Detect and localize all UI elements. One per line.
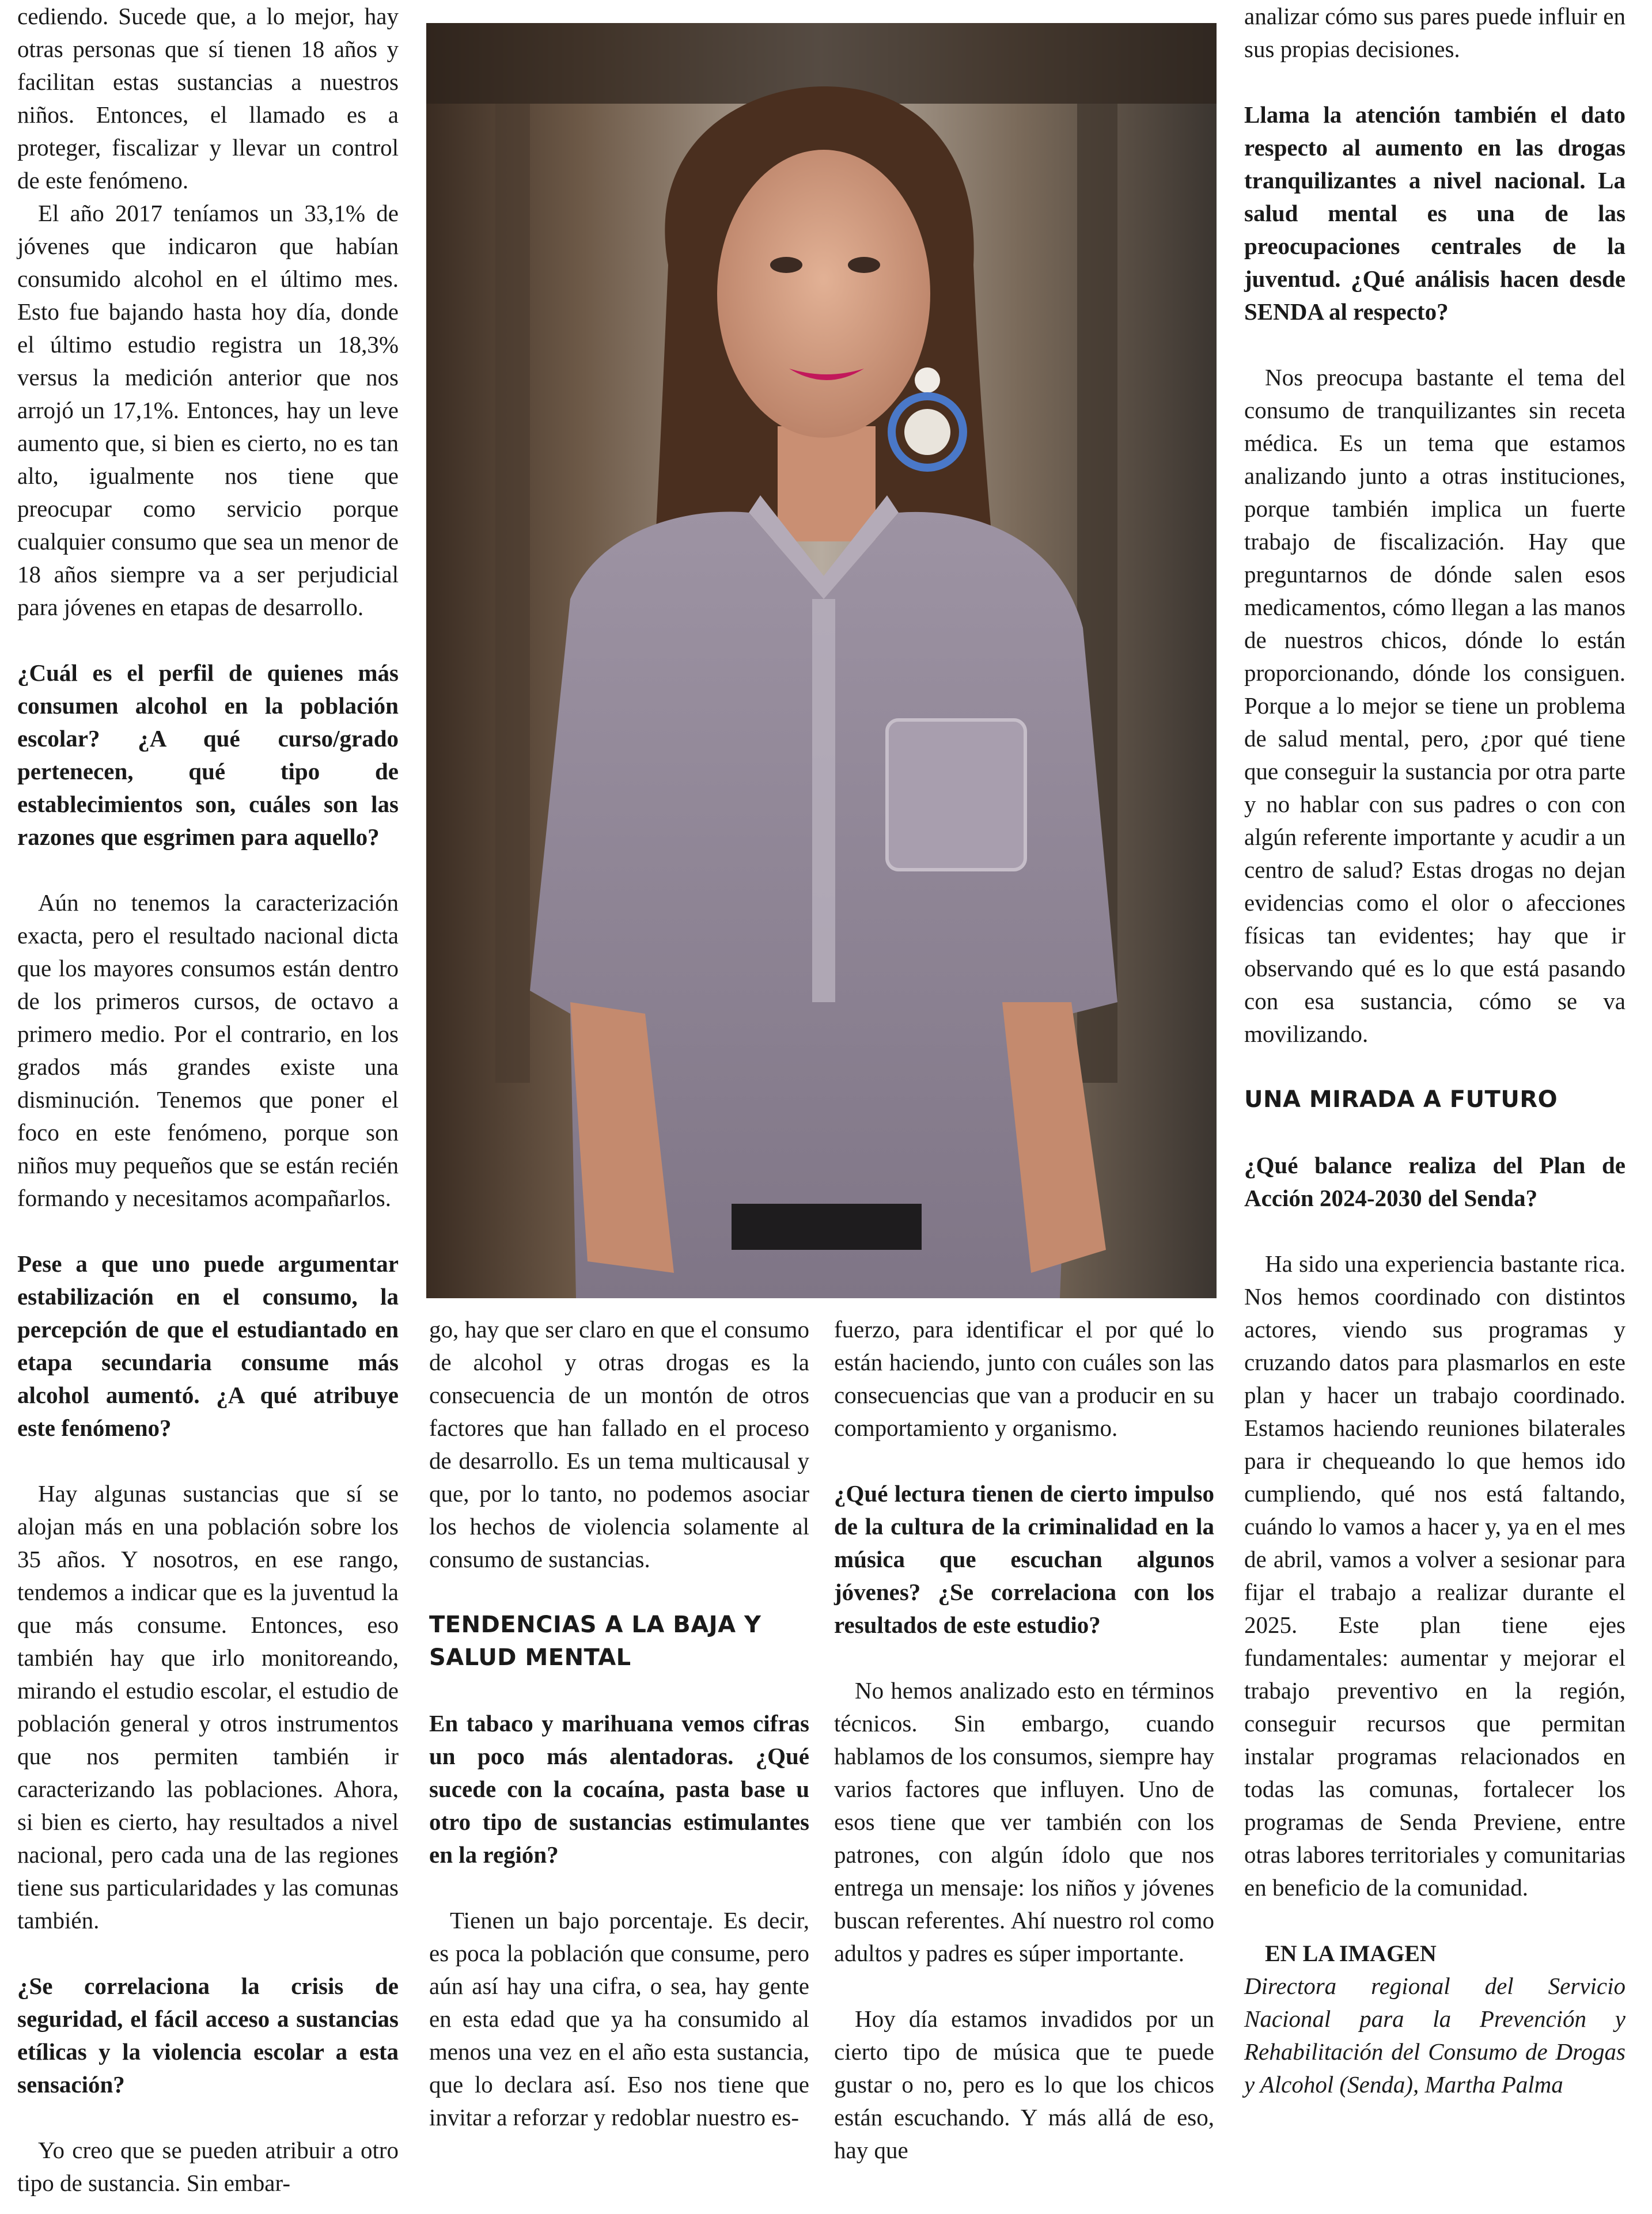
interview-question: En tabaco y marihuana vemos cifras un poco más alentadoras. ¿Qué sucede con la cocaína, pasta base u otro tipo de sustancias estimulantes en la región? bbox=[429, 1710, 809, 1868]
article-column-4 bbox=[1244, 0, 1626, 2101]
paragraph: El año 2017 teníamos un 33,1% de jóvenes que indicaron que habían consumido alcohol en el último mes. Esto fue bajando hasta hoy día, donde el último estudio registra un 18,3% versus la medición anterior que nos arrojó un 17,1%. Entonces, hay un leve aumento que, si bien es cierto, no es tan alto, igualmente nos tiene que preocupar como servicio porque cualquier consumo que sea un menor de 18 años siempre va a ser perjudicial para jóvenes en etapas de desarrollo. bbox=[17, 200, 399, 620]
photo-caption-text: Directora regional del Servicio Nacional para la Prevención y Rehabilitación del Consumo de Drogas y Alcohol (Senda), Martha Palma bbox=[1244, 1973, 1626, 2098]
section-heading: TENDENCIAS A LA BAJA Y SALUD MENTAL bbox=[429, 1612, 761, 1671]
paragraph: Ha sido una experiencia bastante rica. Nos hemos coordinado con distintos actores, viendo sus programas y cruzando datos para plasmarlos en este plan y hacer un trabajo coordinado. Estamos haciendo reuniones bilaterales para ir chequeando lo que hemos ido cumpliendo, qué nos está faltando, cuándo lo vamos a hacer y, ya en el mes de abril, vamos a volver a sesionar para fijar el trabajo a realizar durante el 2025. Este plan tiene ejes fundamentales: aumentar y mejorar el trabajo preventivo en la región, conseguir recursos que permitan instalar programas relacionados en todas las comunas, fortalecer los programas de Senda Previene, entre otras labores territoriales y comunitarias en beneficio de la comunidad. bbox=[1244, 1250, 1626, 1901]
paragraph: fuerzo, para identificar el por qué lo están haciendo, junto con cuáles son las consecuencias que van a producir en su comportamiento y organismo. bbox=[834, 1316, 1214, 1441]
paragraph: Yo creo que se pueden atribuir a otro tipo de sustancia. Sin embar- bbox=[17, 2137, 399, 2196]
paragraph: Nos preocupa bastante el tema del consumo de tranquilizantes sin receta médica. Es un tema que estamos analizando junto a otras instituciones, porque también implica un fuerte trabajo de fiscalización. Hay que preguntarnos de dónde salen esos medicamentos, cómo llegan a las manos de nuestros chicos, dónde lo están proporcionando, dónde los consiguen. Porque a lo mejor se tiene un problema de salud mental, pero, ¿por qué tiene que conseguir la sustancia por otra parte y no hablar con sus padres o con con algún referente importante y acudir a un centro de salud? Estas drogas no dejan evidencias como el olor o afecciones físicas tan evidentes; hay que ir observando qué es lo que está pasando con esa sustancia, cómo se va movilizando. bbox=[1244, 364, 1626, 1047]
interview-question: ¿Cuál es el perfil de quienes más consumen alcohol en la población escolar? ¿A qué curso/grado pertenecen, qué tipo de establecimientos son, cuáles son las razones que esgrimen para aquello? bbox=[17, 659, 399, 850]
interview-question: Llama la atención también el dato respecto al aumento en las drogas tranquilizantes a nivel nacional. La salud mental es una de las preocupaciones centrales de la juventud. ¿Qué análisis hacen desde SENDA al respecto? bbox=[1244, 101, 1626, 325]
paragraph: Tienen un bajo porcentaje. Es decir, es poca la población que consume, pero aún así hay una cifra, o sea, hay gente en esta edad que ya ha consumido al menos una vez en el año esta sustancia, que lo declara así. Eso nos tiene que invitar a reforzar y redoblar nuestro es- bbox=[429, 1907, 809, 2130]
paragraph: analizar cómo sus pares puede influir en sus propias decisiones. bbox=[1244, 3, 1626, 62]
photo-caption-heading: EN LA IMAGEN bbox=[1265, 1940, 1437, 1966]
interview-question: Pese a que uno puede argumentar estabilización en el consumo, la percepción de que el estudiantado en etapa secundaria consume más alcohol aumentó. ¿A qué atribuye este fenómeno? bbox=[17, 1250, 399, 1441]
article-column-2 bbox=[429, 1313, 809, 2134]
paragraph: Hoy día estamos invadidos por un cierto tipo de música que te puede gustar o no, pero es lo que los chicos están escuchando. Y más allá de eso, hay que bbox=[834, 2006, 1214, 2163]
portrait-photo bbox=[426, 23, 1217, 1298]
paragraph: cediendo. Sucede que, a lo mejor, hay otras personas que sí tienen 18 años y facilitan estas sustancias a nuestros niños. Entonces, el llamado es a proteger, fiscalizar y llevar un control de este fenómeno. bbox=[17, 3, 399, 194]
interview-question: ¿Se correlaciona la crisis de seguridad, el fácil acceso a sustancias etílicas y la violencia escolar a esta sensación? bbox=[17, 1973, 399, 2098]
interview-question: ¿Qué balance realiza del Plan de Acción 2024-2030 del Senda? bbox=[1244, 1152, 1626, 1211]
paragraph: Hay algunas sustancias que sí se alojan más en una población sobre los 35 años. Y nosotros, en ese rango, tendemos a indicar que es la juventud la que más consume. Entonces, eso también hay que irlo monitoreando, mirando el estudio escolar, el estudio de población general y otros instrumentos que nos permiten también ir caracterizando las poblaciones. Ahora, si bien es cierto, hay resultados a nivel nacional, pero cada una de las regiones tiene sus particularidades y las comunas también. bbox=[17, 1480, 399, 1934]
article-column-3 bbox=[834, 1313, 1214, 2167]
article-column-1 bbox=[17, 0, 399, 2200]
paragraph: go, hay que ser claro en que el consumo de alcohol y otras drogas es la consecuencia de un montón de otros factores que han fallado en el proceso de desarrollo. Es un tema multicausal y que, por lo tanto, no podemos asociar los hechos de violencia solamente al consumo de sustancias. bbox=[429, 1316, 809, 1572]
section-heading: UNA MIRADA A FUTURO bbox=[1244, 1086, 1558, 1113]
paragraph: Aún no tenemos la caracterización exacta, pero el resultado nacional dicta que los mayores consumos están dentro de los primeros cursos, de octavo a primero medio. Por el contrario, en los grados más grandes existe una disminución. Tenemos que poner el foco en este fenómeno, porque son niños muy pequeños que se están recién formando y necesitamos acompañarlos. bbox=[17, 889, 399, 1211]
interview-question: ¿Qué lectura tienen de cierto impulso de la cultura de la criminalidad en la música que escuchan algunos jóvenes? ¿Se correlaciona con los resultados de este estudio? bbox=[834, 1480, 1214, 1638]
paragraph: No hemos analizado esto en términos técnicos. Sin embargo, cuando hablamos de los consumos, siempre hay varios factores que influyen. Uno de esos tiene que ver también con los patrones, con algún ídolo que nos entrega un mensaje: los niños y jóvenes buscan referentes. Ahí nuestro rol como adultos y padres es súper importante. bbox=[834, 1677, 1214, 1966]
